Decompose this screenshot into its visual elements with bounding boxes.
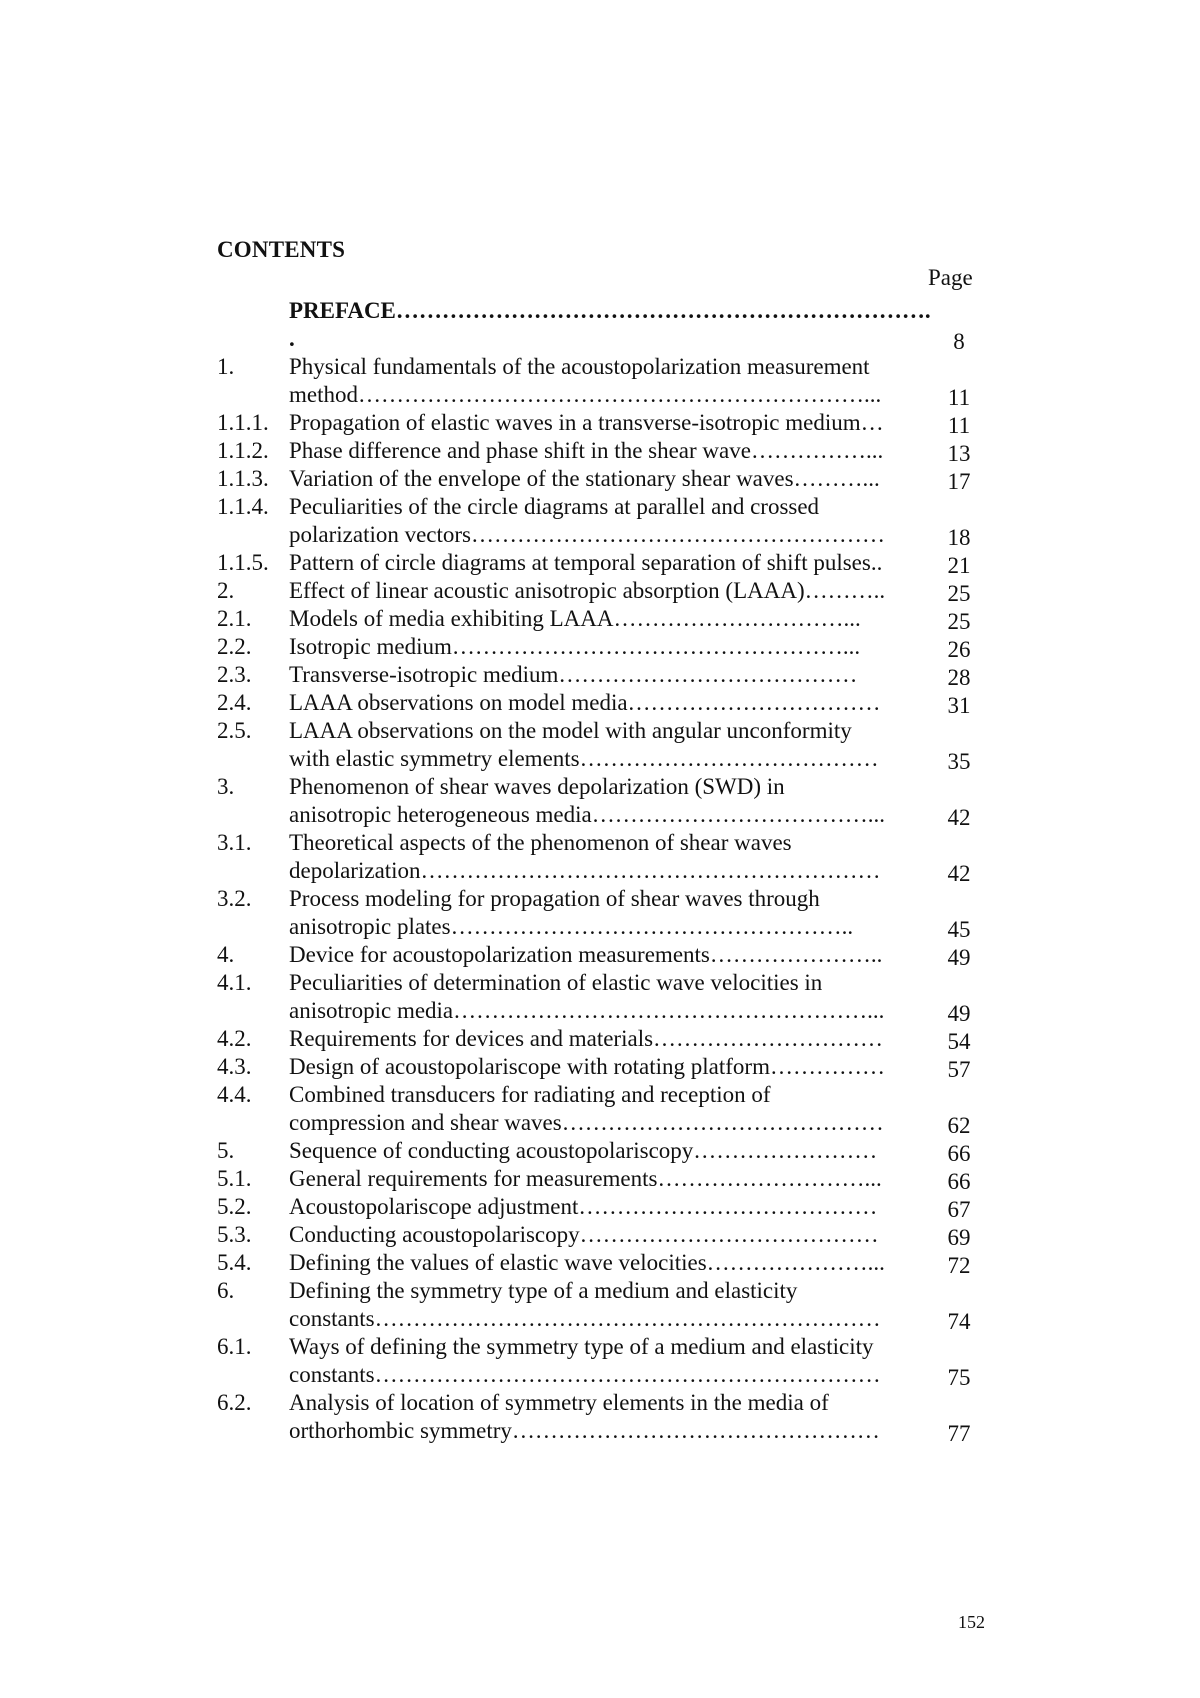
toc-entry-title: General requirements for measurements………………………...: [289, 1166, 882, 1191]
toc-entry-title: Models of media exhibiting LAAA…………………………...: [289, 606, 861, 631]
toc-entry-page: 66: [947, 1141, 971, 1166]
toc-entry-page: 66: [947, 1169, 971, 1194]
toc-entry-title: Design of acoustopolariscope with rotating platform……………: [289, 1054, 885, 1079]
toc-entry-number: 4.2.: [217, 1026, 252, 1051]
toc-entry-number: 1.1.4.: [217, 494, 269, 519]
toc-entry-title: Conducting acoustopolariscopy…………………………………: [289, 1222, 879, 1247]
toc-entry-title: Combined transducers for radiating and reception of compression and shear waves……………………………………: [289, 1082, 884, 1135]
toc-entry: [217, 409, 987, 437]
toc-entry-title: Transverse-isotropic medium…………………………………: [289, 662, 858, 687]
toc-entry-title: Phenomenon of shear waves depolarization (SWD) in anisotropic heterogeneous media………………………………...: [289, 774, 885, 827]
toc-entry-number: 1.: [217, 354, 235, 379]
toc-entry-title: Peculiarities of determination of elastic wave velocities in anisotropic media………………………………………………...: [289, 970, 885, 1023]
toc-entry-number: 5.3.: [217, 1222, 252, 1247]
toc-entry-page: 62: [947, 1113, 971, 1138]
toc-entry: [217, 1277, 987, 1333]
toc-entry-page: 69: [947, 1225, 971, 1250]
page-number: 152: [958, 1612, 985, 1632]
toc-entry-title: Peculiarities of the circle diagrams at parallel and crossed polarization vectors………………………………………………: [289, 494, 886, 547]
toc-entry-number: 2.4.: [217, 690, 252, 715]
toc-entry: [217, 297, 987, 353]
table-of-contents: [217, 297, 987, 1445]
toc-entry-page: 49: [947, 1001, 971, 1026]
toc-entry-number: 2.: [217, 578, 235, 603]
toc-entry: [217, 1053, 987, 1081]
toc-entry-number: 5.: [217, 1138, 235, 1163]
toc-entry-number: 4.3.: [217, 1054, 252, 1079]
toc-entry-title: Ways of defining the symmetry type of a medium and elasticity constants…………………………………………………………: [289, 1334, 881, 1387]
toc-entry-title: Process modeling for propagation of shear waves through anisotropic plates……………………………………………..: [289, 886, 854, 939]
page-column-label: Page: [928, 265, 973, 290]
toc-entry-title: Effect of linear acoustic anisotropic absorption (LAAA)………..: [289, 578, 886, 603]
toc-entry-page: 31: [947, 693, 971, 718]
toc-entry-number: 2.5.: [217, 718, 252, 743]
toc-entry-number: 2.1.: [217, 606, 252, 631]
toc-entry: [217, 969, 987, 1025]
toc-entry-number: 6.: [217, 1278, 235, 1303]
toc-entry: [217, 633, 987, 661]
toc-entry-title: LAAA observations on the model with angular unconformity with elastic symmetry elements…………………………………: [289, 718, 879, 771]
toc-entry-number: 5.1.: [217, 1166, 252, 1191]
contents-heading: CONTENTS: [217, 237, 346, 262]
toc-entry: [217, 941, 987, 969]
toc-entry-number: 6.1.: [217, 1334, 252, 1359]
toc-entry: [217, 1137, 987, 1165]
toc-entry: [217, 1249, 987, 1277]
toc-entry-title: Device for acoustopolarization measurements…………………..: [289, 942, 883, 967]
toc-entry: [217, 1193, 987, 1221]
toc-entry: [217, 1389, 987, 1445]
toc-entry: [217, 689, 987, 717]
toc-entry-number: 5.4.: [217, 1250, 252, 1275]
toc-entry-page: 28: [947, 665, 971, 690]
toc-entry-number: 1.1.1.: [217, 410, 269, 435]
toc-entry: [217, 885, 987, 941]
toc-entry-title: Defining the values of elastic wave velocities…………………...: [289, 1250, 885, 1275]
toc-entry-page: 18: [947, 525, 971, 550]
toc-entry-title: Variation of the envelope of the stationary shear waves………...: [289, 466, 880, 491]
toc-entry-number: 1.1.5.: [217, 550, 269, 575]
toc-entry-page: 49: [947, 945, 971, 970]
toc-entry: [217, 717, 987, 773]
toc-entry-number: 2.2.: [217, 634, 252, 659]
toc-entry-number: 2.3.: [217, 662, 252, 687]
toc-entry-page: 25: [947, 609, 971, 634]
toc-entry-page: 35: [947, 749, 971, 774]
toc-entry-title: Defining the symmetry type of a medium and elasticity constants…………………………………………………………: [289, 1278, 881, 1331]
toc-entry-title: Propagation of elastic waves in a transverse-isotropic medium…: [289, 410, 884, 435]
toc-entry-page: 13: [947, 441, 971, 466]
toc-entry-title: Theoretical aspects of the phenomenon of shear waves depolarization……………………………………………………: [289, 830, 881, 883]
toc-entry: [217, 1081, 987, 1137]
toc-entry-page: 75: [947, 1365, 971, 1390]
toc-entry-page: 8: [953, 329, 965, 354]
toc-entry: [217, 829, 987, 885]
toc-entry-title: Sequence of conducting acoustopolariscopy……………………: [289, 1138, 878, 1163]
toc-entry: [217, 661, 987, 689]
toc-entry: [217, 577, 987, 605]
toc-entry-page: 67: [947, 1197, 971, 1222]
toc-entry-number: 3.2.: [217, 886, 252, 911]
toc-entry-title: Isotropic medium……………………………………………...: [289, 634, 861, 659]
toc-entry-page: 45: [947, 917, 971, 942]
toc-entry: [217, 493, 987, 549]
toc-entry-number: 1.1.3.: [217, 466, 269, 491]
toc-entry-page: 11: [947, 413, 971, 438]
toc-entry-number: 1.1.2.: [217, 438, 269, 463]
toc-entry-page: 57: [947, 1057, 971, 1082]
toc-entry: [217, 465, 987, 493]
toc-entry-title: PREFACE……………………………………………………………. .: [289, 298, 931, 351]
toc-entry-page: 72: [947, 1253, 971, 1278]
toc-entry: [217, 1333, 987, 1389]
toc-entry: [217, 1025, 987, 1053]
toc-entry: [217, 773, 987, 829]
toc-entry: [217, 605, 987, 633]
toc-entry-title: LAAA observations on model media……………………………: [289, 690, 881, 715]
toc-entry-title: Pattern of circle diagrams at temporal separation of shift pulses..: [289, 550, 883, 575]
toc-entry-page: 17: [947, 469, 971, 494]
toc-entry-title: Analysis of location of symmetry elements in the media of orthorhombic symmetry…………………………………………: [289, 1390, 880, 1443]
toc-entry-page: 26: [947, 637, 971, 662]
toc-entry-number: 3.: [217, 774, 235, 799]
toc-entry: [217, 353, 987, 409]
toc-entry-page: 42: [947, 805, 971, 830]
toc-entry-page: 77: [947, 1421, 971, 1446]
toc-entry-number: 3.1.: [217, 830, 252, 855]
toc-entry-title: Acoustopolariscope adjustment…………………………………: [289, 1194, 878, 1219]
toc-entry-title: Phase difference and phase shift in the shear wave……………...: [289, 438, 884, 463]
toc-entry-title: Physical fundamentals of the acoustopolarization measurement method…………………………………………………………...: [289, 354, 882, 407]
toc-entry: [217, 1165, 987, 1193]
toc-entry: [217, 1221, 987, 1249]
toc-entry-number: 5.2.: [217, 1194, 252, 1219]
toc-entry-page: 11: [947, 385, 971, 410]
toc-entry-page: 42: [947, 861, 971, 886]
toc-entry: [217, 549, 987, 577]
toc-entry-page: 21: [947, 553, 971, 578]
toc-entry-number: 4.1.: [217, 970, 252, 995]
toc-entry-page: 54: [947, 1029, 971, 1054]
toc-entry-page: 74: [947, 1309, 971, 1334]
toc-entry: [217, 437, 987, 465]
toc-entry-page: 25: [947, 581, 971, 606]
toc-entry-title: Requirements for devices and materials…………………………: [289, 1026, 884, 1051]
toc-entry-number: 4.: [217, 942, 235, 967]
toc-entry-number: 4.4.: [217, 1082, 252, 1107]
toc-entry-number: 6.2.: [217, 1390, 252, 1415]
